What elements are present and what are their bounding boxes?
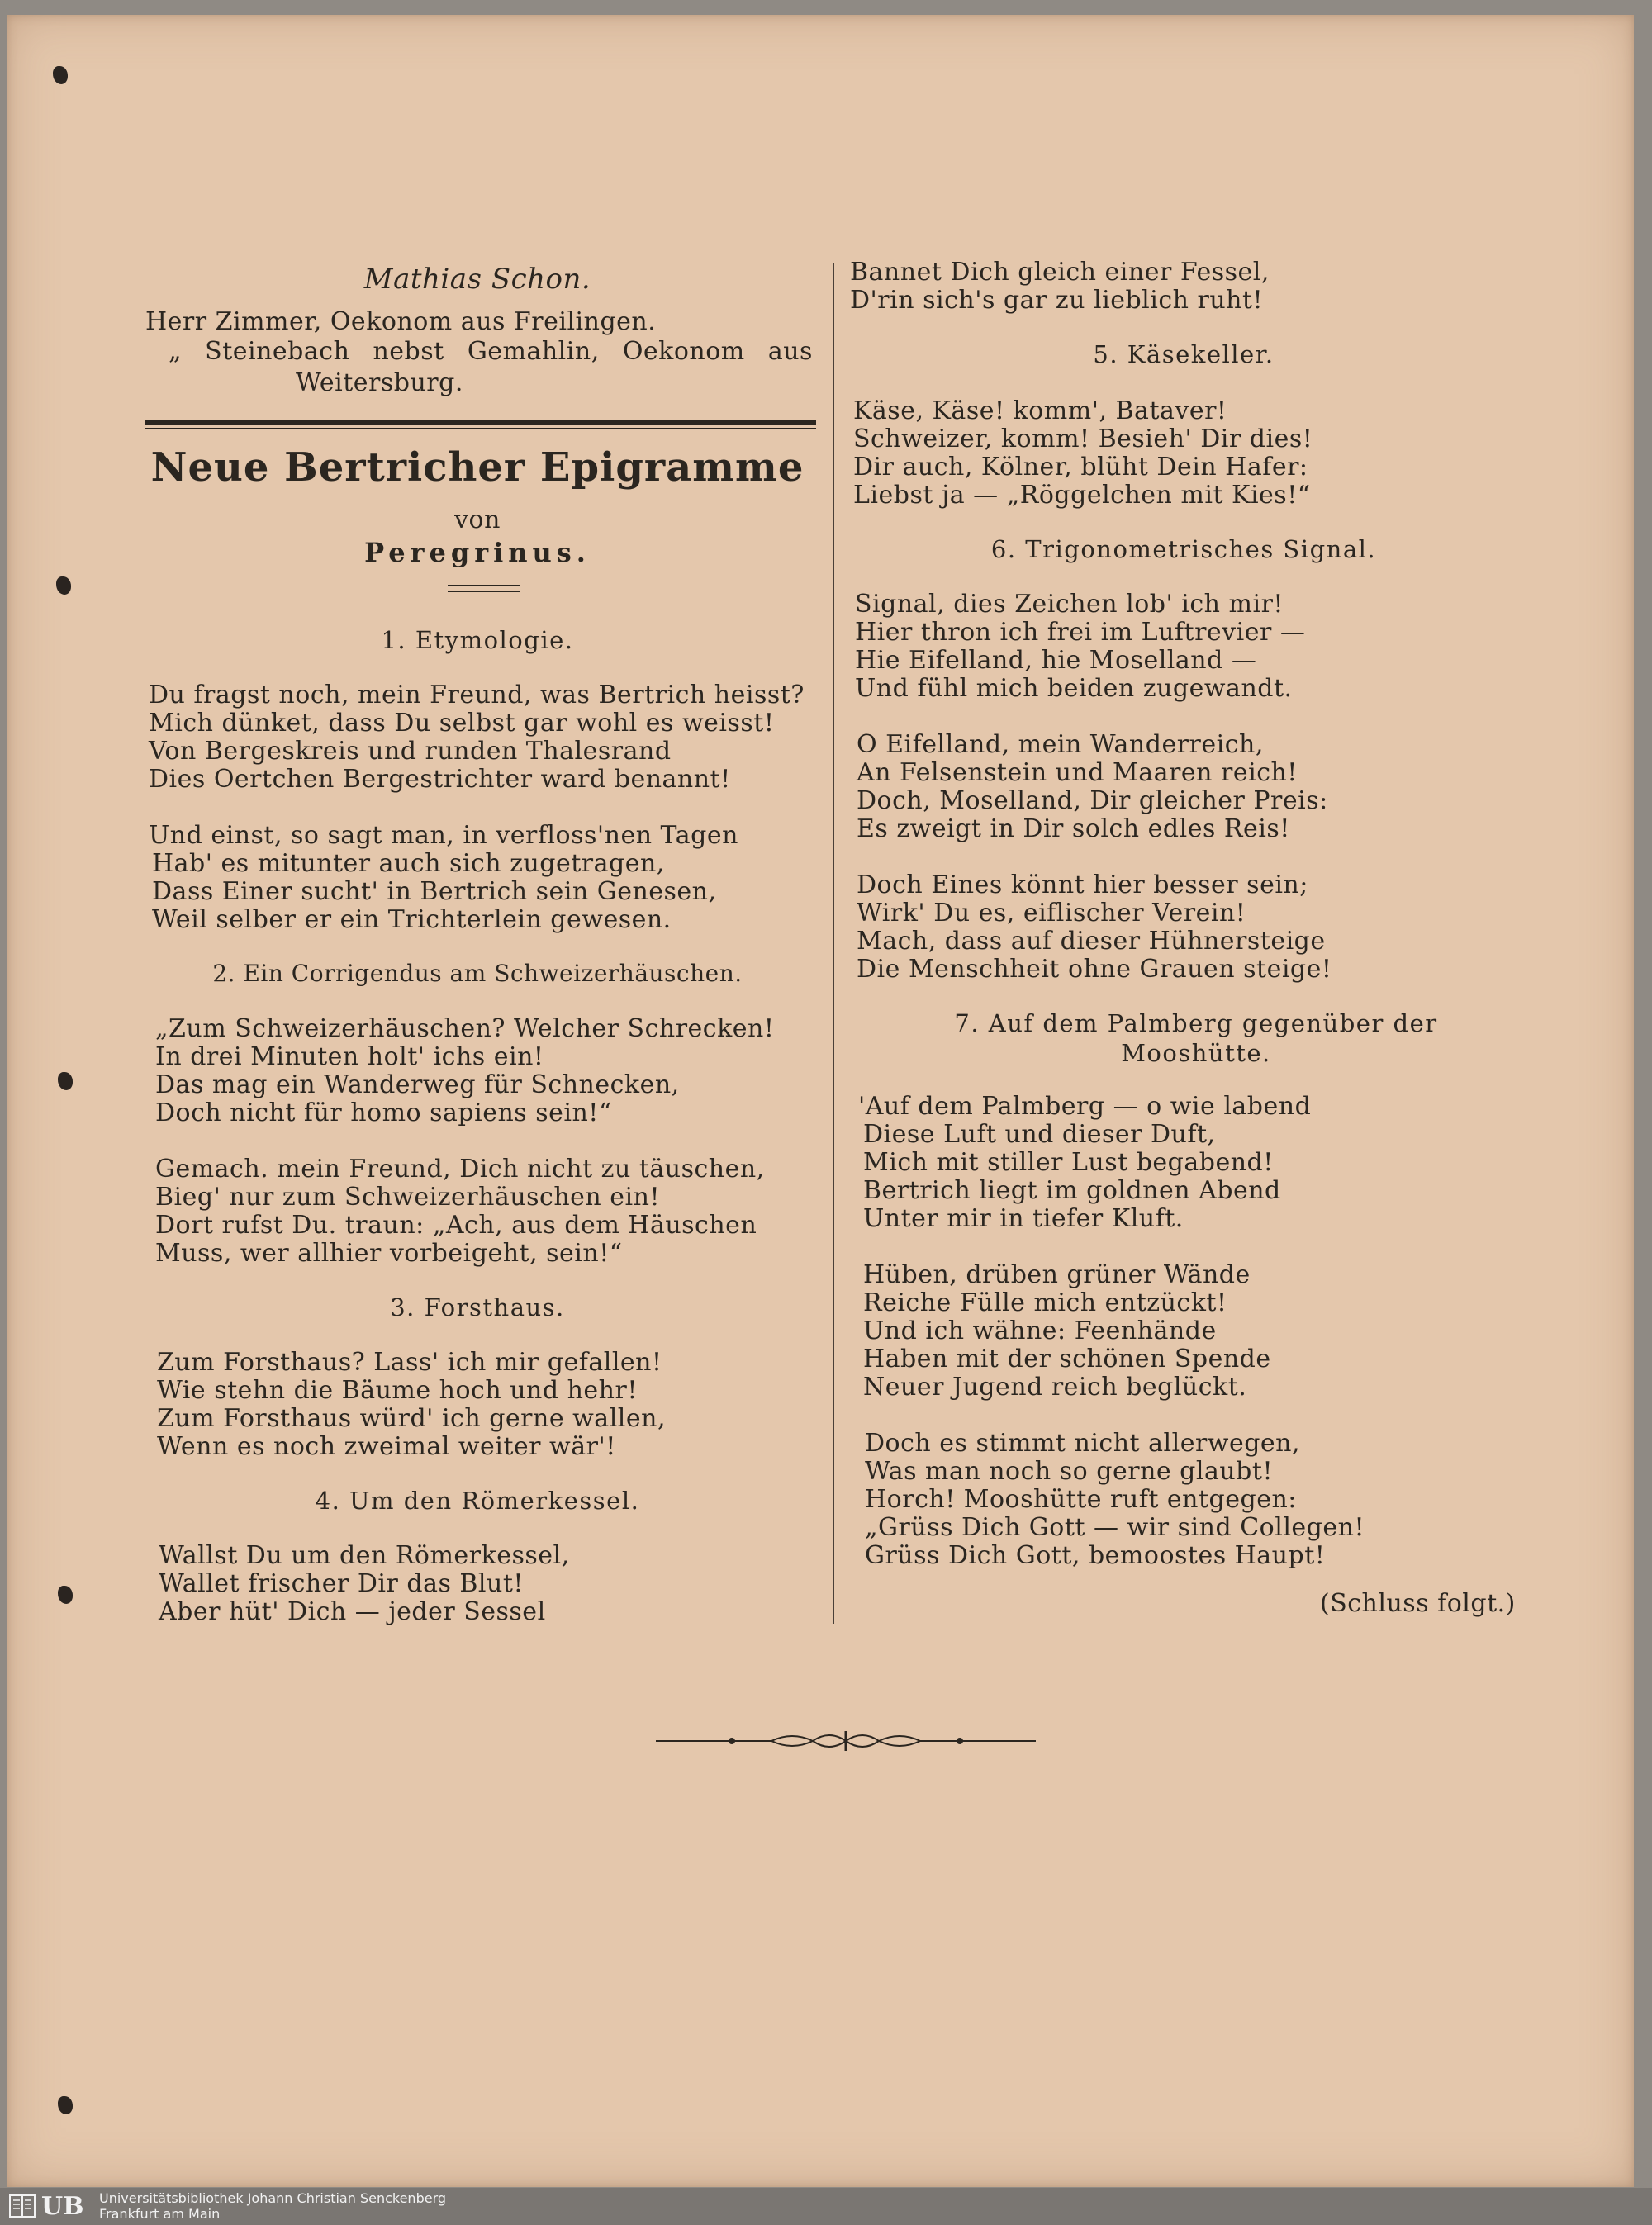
verse-line: Hab' es mitunter auch sich zugetragen,: [152, 849, 665, 878]
verse-line: Neuer Jugend reich beglückt.: [863, 1373, 1247, 1402]
verse-line: Reiche Fülle mich entzückt!: [863, 1288, 1227, 1317]
verse-line: Wallet frischer Dir das Blut!: [159, 1569, 524, 1598]
verse-line: Doch Eines könnt hier besser sein;: [857, 871, 1308, 899]
binding-hole-1: [53, 66, 68, 84]
verse-line: Horch! Mooshütte ruft entgegen:: [865, 1485, 1297, 1514]
verse-line: Weil selber er ein Trichterlein gewesen.: [152, 905, 672, 934]
guest-weitersburg: Weitersburg.: [296, 368, 463, 397]
verse-line: Aber hüt' Dich — jeder Sessel: [159, 1597, 546, 1626]
verse-line: Was man noch so gerne glaubt!: [865, 1457, 1274, 1486]
name-mathias-schon: Mathias Schon.: [363, 263, 591, 296]
library-logo-text: UB: [41, 2191, 84, 2221]
verse-line: Wenn es noch zweimal weiter wär'!: [157, 1432, 616, 1461]
binding-hole-4: [58, 1586, 73, 1604]
heading-forsthaus: 3. Forsthaus.: [390, 1293, 565, 1321]
verse-line: „Zum Schweizerhäuschen? Welcher Schrecken!: [155, 1014, 775, 1043]
verse-line: Zum Forsthaus? Lass' ich mir gefallen!: [157, 1348, 662, 1377]
verse-line: Die Menschheit ohne Grauen steige!: [857, 955, 1332, 984]
verse-line: O Eifelland, mein Wanderreich,: [857, 730, 1264, 759]
short-rule-2: [448, 591, 520, 592]
verse-line: Bertrich liegt im goldnen Abend: [863, 1176, 1281, 1205]
heading-palmberg-line2: Mooshütte.: [1121, 1039, 1271, 1067]
library-logo: [8, 2191, 84, 2221]
verse-line: Von Bergeskreis und runden Thalesrand: [149, 737, 672, 766]
article-title: Neue Bertricher Epigramme: [150, 444, 805, 491]
verse-line: Schweizer, komm! Besieh' Dir dies!: [853, 425, 1313, 453]
verse-line: Grüss Dich Gott, bemoostes Haupt!: [865, 1541, 1326, 1570]
verse-line: Dass Einer sucht' in Bertrich sein Genesen,: [152, 877, 717, 906]
double-rule-thick: [145, 420, 816, 425]
heading-palmberg-line1: 7. Auf dem Palmberg gegenüber der: [954, 1009, 1438, 1037]
short-rule-1: [448, 585, 520, 586]
guest-zimmer: Herr Zimmer, Oekonom aus Freilingen.: [145, 307, 657, 336]
to-be-continued: (Schluss folgt.): [1320, 1589, 1516, 1618]
verse-line: 'Auf dem Palmberg — o wie labend: [858, 1092, 1312, 1121]
verse-line: Gemach. mein Freund, Dich nicht zu täuschen,: [155, 1155, 765, 1184]
column-divider: [833, 263, 834, 1624]
verse-line: Hie Eifelland, hie Moselland —: [855, 646, 1257, 675]
word-nebst: nebst: [373, 337, 444, 366]
article-author: Peregrinus.: [364, 537, 591, 568]
verse-line: D'rin sich's gar zu lieblich ruht!: [850, 286, 1264, 315]
verse-line: Wie stehn die Bäume hoch und hehr!: [157, 1376, 638, 1405]
ornament-divider: [656, 1724, 1036, 1758]
library-name: [99, 2190, 446, 2222]
verse-line: Mach, dass auf dieser Hühnersteige: [857, 927, 1326, 956]
verse-line: Wallst Du um den Römerkessel,: [159, 1541, 570, 1570]
binding-hole-5: [58, 2096, 73, 2114]
verse-line: Mich dünket, dass Du selbst gar wohl es weisst!: [149, 709, 775, 738]
title-von: von: [454, 505, 501, 534]
verse-line: In drei Minuten holt' ichs ein!: [155, 1042, 544, 1071]
verse-line: Mich mit stiller Lust begabend!: [863, 1148, 1274, 1177]
verse-line: Bannet Dich gleich einer Fessel,: [850, 258, 1270, 287]
word-gemahlin: Gemahlin,: [467, 337, 600, 366]
verse-line: Du fragst noch, mein Freund, was Bertrich heisst?: [149, 681, 805, 709]
verse-line: Hüben, drüben grüner Wände: [863, 1260, 1251, 1289]
verse-line: Doch, Moselland, Dir gleicher Preis:: [857, 786, 1328, 815]
heading-etymologie: 1. Etymologie.: [381, 626, 574, 654]
binding-hole-3: [58, 1072, 73, 1090]
verse-line: Doch nicht für homo sapiens sein!“: [155, 1098, 612, 1127]
ditto-mark: „: [169, 337, 183, 366]
verse-line: Haben mit der schönen Spende: [863, 1345, 1271, 1373]
verse-line: Und ich wähne: Feenhände: [863, 1316, 1217, 1345]
verse-line: Und einst, so sagt man, in verfloss'nen Tagen: [149, 821, 738, 850]
verse-line: Bieg' nur zum Schweizerhäuschen ein!: [155, 1183, 660, 1212]
verse-line: Käse, Käse! komm', Bataver!: [853, 396, 1227, 425]
guest-steinebach: [169, 337, 813, 366]
verse-line: Muss, wer allhier vorbeigeht, sein!“: [155, 1239, 623, 1268]
heading-corrigendus: 2. Ein Corrigendus am Schweizerhäuschen.: [212, 960, 743, 987]
binding-hole-2: [56, 576, 71, 595]
verse-line: Signal, dies Zeichen lob' ich mir!: [855, 590, 1284, 619]
heading-kaesekeller: 5. Käsekeller.: [1093, 340, 1275, 368]
verse-line: Diese Luft und dieser Duft,: [863, 1120, 1216, 1149]
verse-line: An Felsenstein und Maaren reich!: [857, 758, 1298, 787]
library-name-line1: Universitätsbibliothek Johann Christian Senckenberg: [99, 2190, 447, 2206]
verse-line: „Grüss Dich Gott — wir sind Collegen!: [865, 1513, 1365, 1542]
library-name-line2: Frankfurt am Main: [99, 2206, 221, 2222]
word-oekonom: Oekonom: [622, 337, 745, 366]
verse-line: Liebst ja — „Röggelchen mit Kies!“: [853, 481, 1311, 510]
verse-line: Dies Oertchen Bergestrichter ward benannt!: [149, 765, 731, 794]
verse-line: Unter mir in tiefer Kluft.: [863, 1204, 1184, 1233]
library-footer: [0, 2188, 1652, 2225]
word-steinebach: Steinebach: [205, 337, 350, 366]
newspaper-page: [7, 15, 1634, 2187]
heading-trigonometrisches-signal: 6. Trigonometrisches Signal.: [990, 535, 1377, 563]
verse-line: Und fühl mich beiden zugewandt.: [855, 674, 1293, 703]
verse-line: Zum Forsthaus würd' ich gerne wallen,: [157, 1404, 666, 1433]
verse-line: Es zweigt in Dir solch edles Reis!: [857, 814, 1290, 843]
verse-line: Wirk' Du es, eiflischer Verein!: [857, 899, 1246, 927]
double-rule-thin: [145, 428, 816, 429]
verse-line: Hier thron ich frei im Luftrevier —: [855, 618, 1306, 647]
heading-roemerkessel: 4. Um den Römerkessel.: [315, 1487, 640, 1515]
verse-line: Das mag ein Wanderweg für Schnecken,: [155, 1070, 680, 1099]
book-icon: [8, 2192, 36, 2220]
verse-line: Dort rufst Du. traun: „Ach, aus dem Häuschen: [155, 1211, 757, 1240]
verse-line: Dir auch, Kölner, blüht Dein Hafer:: [853, 453, 1308, 482]
word-aus: aus: [767, 337, 813, 366]
verse-line: Doch es stimmt nicht allerwegen,: [865, 1429, 1301, 1458]
